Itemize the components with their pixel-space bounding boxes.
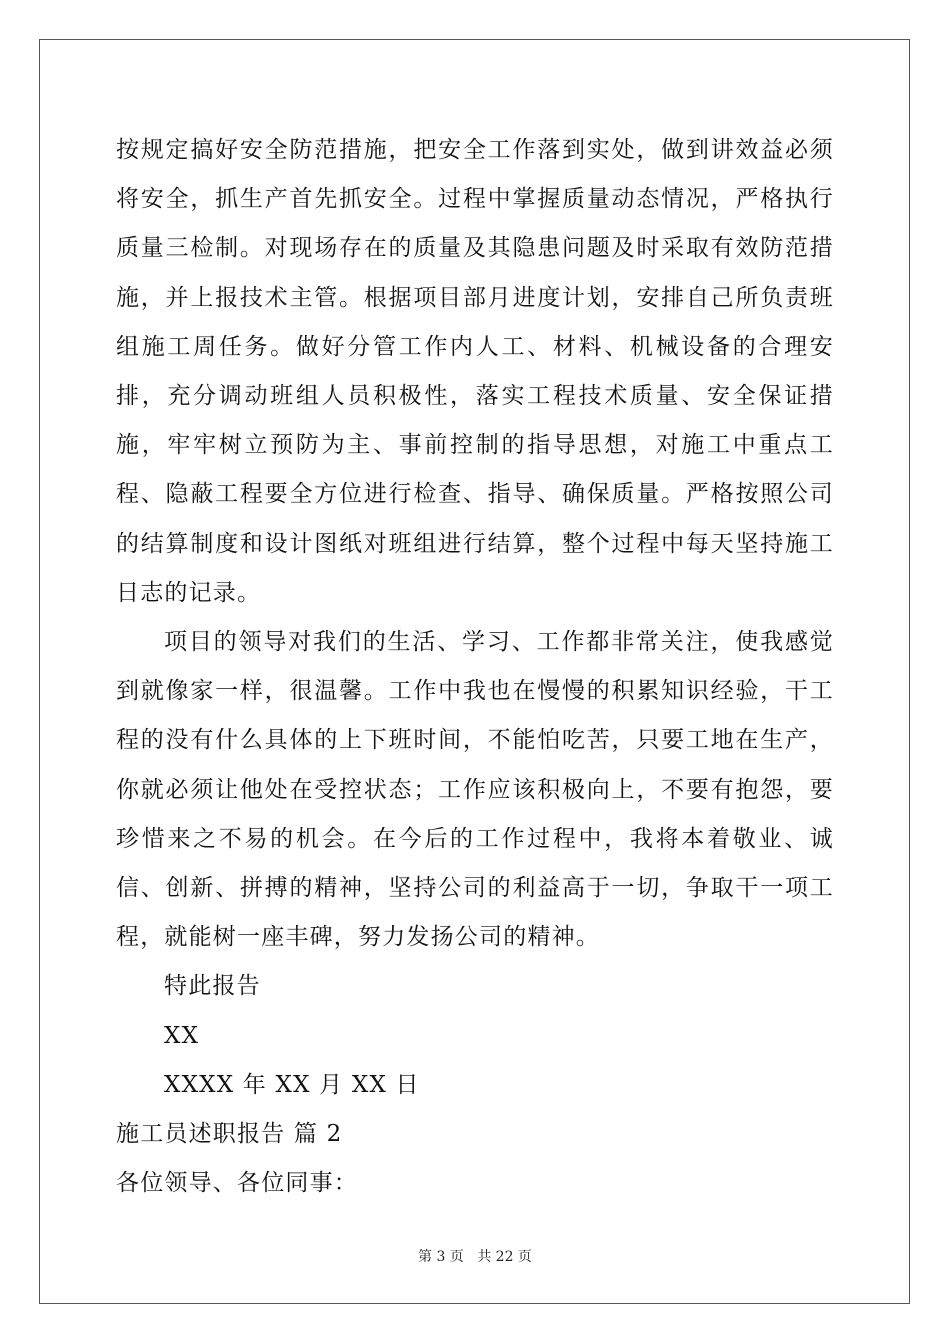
- salutation-line: 各位领导、各位同事：: [116, 1170, 358, 1197]
- closing-line: 特此报告: [164, 973, 261, 1000]
- body-paragraph-2: 项目的领导对我们的生活、学习、工作都非常关注，使我感觉到就像家一样，很温馨。工作中我也在慢慢的积累知识经验，干工程的没有什么具体的上下班时间，不能怕吃苦，只要工地在生产，你就必须让他处在受控状态；工作应该积极向上，不要有抱怨，要珍惜来之不易的机会。在今后的工作过程中，我将本着敬业、诚信、创新、拼搏的精神，坚持公司的利益高于一切，争取干一项工程，就能树一座丰碑，努力发扬公司的精神。: [116, 629, 834, 951]
- section-title: 施工员述职报告 篇 2: [116, 1121, 343, 1148]
- page-footer: [0, 1246, 950, 1266]
- body-paragraph-1: 按规定搞好安全防范措施，把安全工作落到实处，做到讲效益必须将安全，抓生产首先抓安全。过程中掌握质量动态情况，严格执行质量三检制。对现场存在的质量及其隐患问题及时采取有效防范措施，并上报技术主管。根据项目部月进度计划，安排自己所负责班组施工周任务。做好分管工作内人工、材料、机械设备的合理安排，充分调动班组人员积极性，落实工程技术质量、安全保证措施，牢牢树立预防为主、事前控制的指导思想，对施工中重点工程、隐蔽工程要全方位进行检查、指导、确保质量。严格按照公司的结算制度和设计图纸对班组进行结算，整个过程中每天坚持施工日志的记录。: [116, 137, 834, 606]
- page-number: 第 3 页: [418, 1249, 464, 1265]
- document-body: [116, 126, 834, 1208]
- date-line: XXXX 年 XX 月 XX 日: [164, 1071, 420, 1098]
- signature-line: XX: [164, 1022, 200, 1049]
- total-pages: 共 22 页: [477, 1249, 532, 1265]
